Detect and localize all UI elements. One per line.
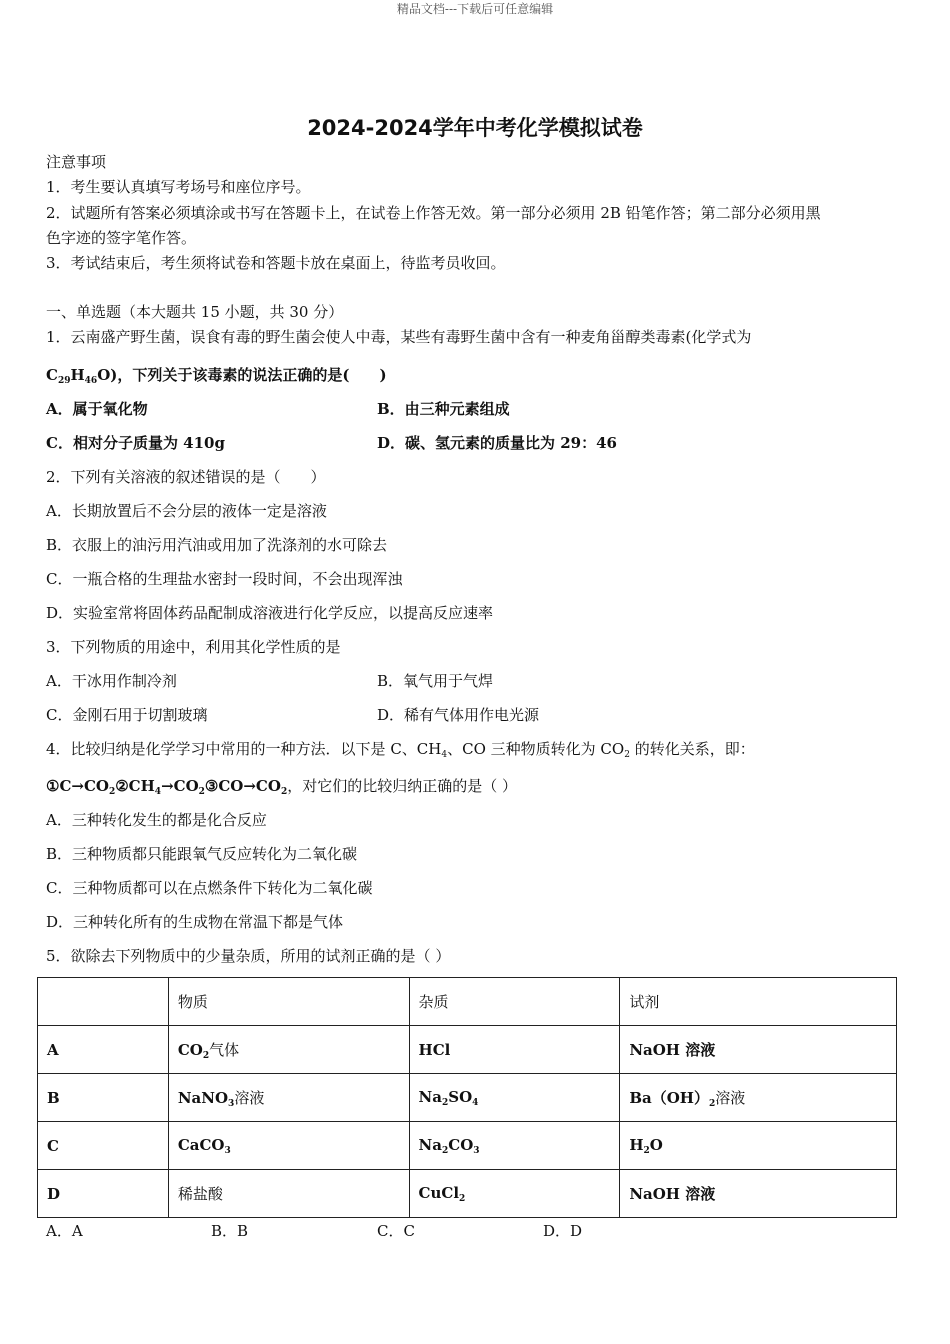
q3-option-a[interactable]: A．干冰用作制冷剂 (46, 672, 177, 690)
row-label: C (38, 1122, 169, 1170)
notice-heading: 注意事项 (46, 153, 107, 171)
q5-table (37, 977, 897, 1218)
substance-cell: CaCO$_3$ (168, 1122, 409, 1170)
q4-reaction-3: ③CO→CO (204, 777, 281, 795)
watermark-text: 精品文档---下载后可任意编辑 (396, 2, 554, 16)
impurity-cell: CuCl$_2$ (409, 1170, 620, 1218)
q4-stem-part-a: 4．比较归纳是化学学习中常用的一种方法．以下是 C、CH (46, 740, 442, 758)
q2-option-b[interactable]: B．衣服上的油污用汽油或用加了洗涤剂的水可除去 (46, 536, 388, 554)
table-header-cell: 杂质 (409, 978, 620, 1026)
notice-item-2-line-2: 色字迹的签字笔作答。 (46, 229, 197, 247)
q4-reaction-3-sub: 2 (280, 787, 288, 797)
reagent-cell: $Ba(OH)_2$溶液 (620, 1074, 897, 1122)
q4-reaction-2b-sub: 2 (198, 787, 205, 797)
table-row (38, 1026, 897, 1074)
q4-stem-line-1 (46, 738, 755, 760)
q2-option-d[interactable]: D．实验室常将固体药品配制成溶液进行化学反应，以提高反应速率 (46, 604, 494, 622)
notice-item-2-line-1: 2．试题所有答案必须填涂或书写在答题卡上，在试卷上作答无效。第一部分必须用 2B 铅笔作答；第二部分必须用黑 (46, 204, 821, 222)
row-label: A (38, 1026, 169, 1074)
q4-subscript-2: 2 (624, 750, 630, 760)
q4-reaction-2b: →CO (161, 777, 199, 795)
substance-cell: NaNO$_3$溶液 (168, 1074, 409, 1122)
formula-h-subscript: 46 (84, 376, 98, 386)
table-header-cell: 物质 (168, 978, 409, 1026)
formula-h: H (70, 366, 85, 384)
q5-option-a[interactable]: A．A (46, 1222, 83, 1240)
q5-stem: 5．欲除去下列物质中的少量杂质，所用的试剂正确的是（ ） (46, 947, 451, 965)
q4-option-b[interactable]: B．三种物质都只能跟氧气反应转化为二氧化碳 (46, 845, 358, 863)
table-row (38, 1122, 897, 1170)
table-row (38, 1074, 897, 1122)
row-label: D (38, 1170, 169, 1218)
q1-option-a[interactable]: A．属于氧化物 (46, 400, 148, 418)
q4-subscript-4: 4 (441, 750, 448, 760)
reagent-cell: $H_2O$ (620, 1122, 897, 1170)
q4-reaction-1: ①C→CO (46, 777, 109, 795)
q2-option-c[interactable]: C．一瓶合格的生理盐水密封一段时间，不会出现浑浊 (46, 570, 403, 588)
notice-item-1: 1．考生要认真填写考场号和座位序号。 (46, 178, 311, 196)
q5-option-d[interactable]: D．D (543, 1222, 583, 1240)
q4-option-a[interactable]: A．三种转化发生的都是化合反应 (46, 811, 267, 829)
reagent-cell: NaOH 溶液 (620, 1170, 897, 1218)
q1-stem-line-1: 1．云南盛产野生菌，误食有毒的野生菌会使人中毒，某些有毒野生菌中含有一种麦角甾醇类毒素(化学式为 (46, 328, 752, 346)
q4-reaction-1-sub: 2 (108, 787, 116, 797)
row-label: B (38, 1074, 169, 1122)
q1-option-d[interactable]: D．碳、氢元素的质量比为 29：46 (377, 434, 617, 452)
q3-option-c[interactable]: C．金刚石用于切割玻璃 (46, 706, 208, 724)
q1-stem-rest: O)，下列关于该毒素的说法正确的是( ) (97, 366, 387, 384)
q4-stem-part-b: 、CO 三种物质转化为 CO (447, 740, 625, 758)
q2-option-a[interactable]: A．长期放置后不会分层的液体一定是溶液 (46, 502, 327, 520)
q2-stem: 2．下列有关溶液的叙述错误的是（ ） (46, 468, 326, 486)
table-header-row (38, 978, 897, 1026)
q3-option-b[interactable]: B．氧气用于气焊 (377, 672, 494, 690)
substance-cell: $CO_2$气体 (168, 1026, 409, 1074)
q4-option-c[interactable]: C．三种物质都可以在点燃条件下转化为二氧化碳 (46, 879, 373, 897)
q4-stem-line-2 (46, 775, 517, 797)
table-header-cell: 试剂 (620, 978, 897, 1026)
formula-c-subscript: 29 (57, 376, 71, 386)
q4-stem-part-c: 的转化关系，即： (629, 740, 755, 758)
q3-option-d[interactable]: D．稀有气体用作电光源 (377, 706, 540, 724)
q1-option-b[interactable]: B．由三种元素组成 (377, 400, 510, 418)
q5-option-c[interactable]: C．C (377, 1222, 415, 1240)
section-heading: 一、单选题（本大题共 15 小题，共 30 分） (46, 303, 344, 321)
page-title: 2024-2024学年中考化学模拟试卷 (307, 116, 643, 140)
impurity-cell: $Na_2CO_3$ (409, 1122, 620, 1170)
q4-option-d[interactable]: D．三种转化所有的生成物在常温下都是气体 (46, 913, 344, 931)
impurity-cell: HCl (409, 1026, 620, 1074)
formula-c: C (46, 366, 58, 384)
impurity-cell: $Na_2SO_4$ (409, 1074, 620, 1122)
q5-option-b[interactable]: B．B (211, 1222, 249, 1240)
notice-item-3: 3．考试结束后，考生须将试卷和答题卡放在桌面上，待监考员收回。 (46, 254, 506, 272)
q1-stem-line-2 (46, 364, 387, 386)
q3-stem: 3．下列物质的用途中，利用其化学性质的是 (46, 638, 341, 656)
table-header-cell (38, 978, 169, 1026)
q4-reaction-2: ②CH (115, 777, 155, 795)
table-row (38, 1170, 897, 1218)
q4-stem-tail: ，对它们的比较归纳正确的是（ ） (287, 777, 517, 795)
q4-reaction-2-sub: 4 (154, 787, 162, 797)
reagent-cell: NaOH 溶液 (620, 1026, 897, 1074)
q1-option-c[interactable]: C．相对分子质量为 410g (46, 434, 225, 452)
substance-cell: 稀盐酸 (168, 1170, 409, 1218)
